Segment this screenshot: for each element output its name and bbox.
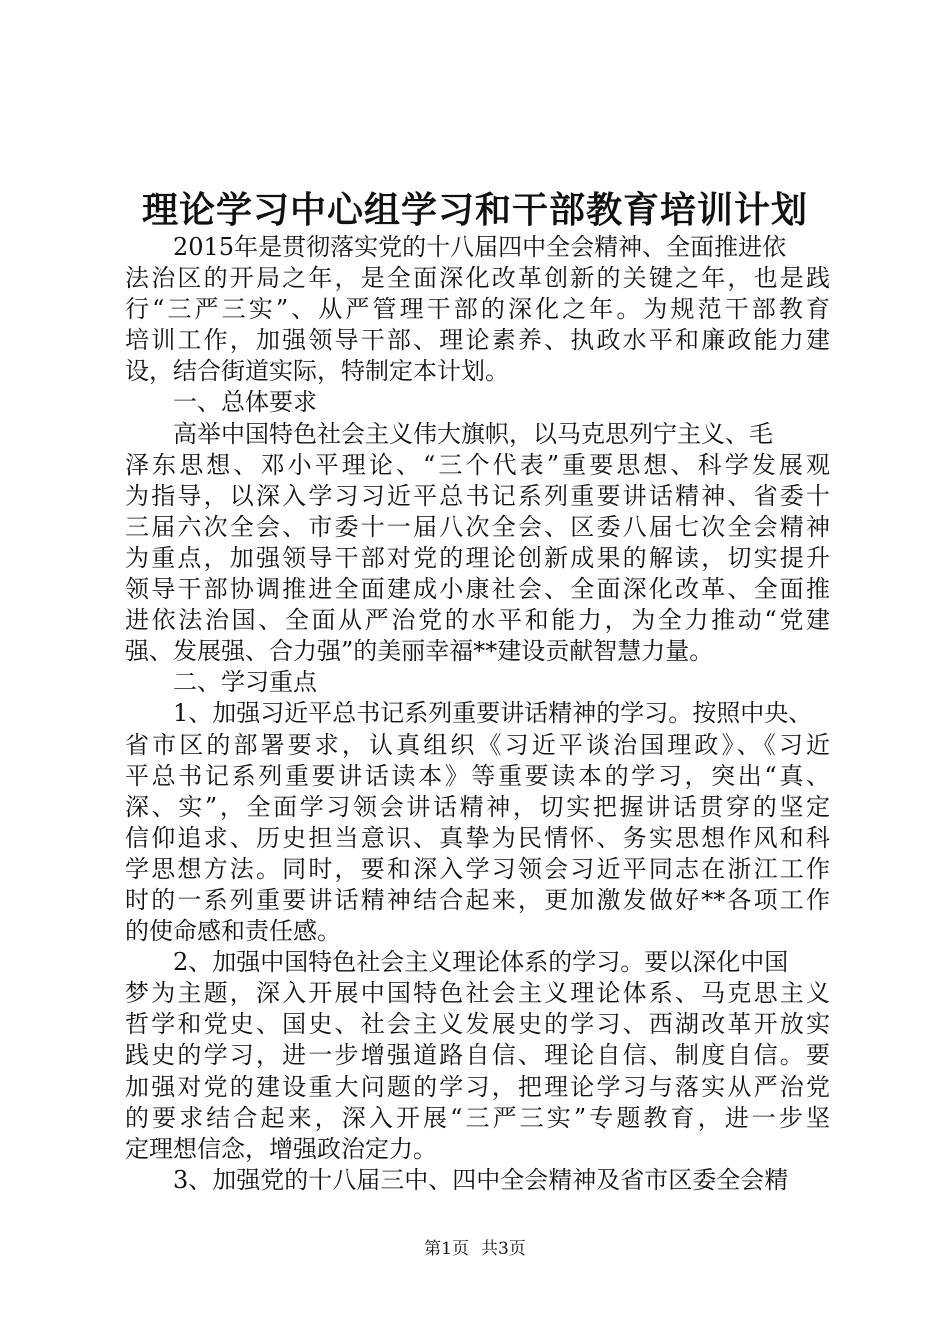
paragraph-line: 加强对党的建设重大问题的学习，把理论学习与落实从严治党 [125,1072,830,1101]
paragraph-line: 为指导，以深入学习习近平总书记系列重要讲话精神、省委十 [125,481,830,510]
paragraph-line: 时的一系列重要讲话精神结合起来，更加激发做好**各项工作 [125,885,830,914]
paragraph-line: 深、实”，全面学习领会讲话精神，切实把握讲话贯穿的坚定 [125,792,830,821]
paragraph-line: 领导干部协调推进全面建成小康社会、全面深化改革、全面推 [125,575,830,604]
section-heading: 二、学习重点 [173,668,317,697]
paragraph-line: 信仰追求、历史担当意识、真挚为民情怀、务实思想作风和科 [125,823,830,852]
paragraph-line: 定理想信念，增强政治定力。 [125,1134,437,1163]
page-total: 共3页 [481,1239,526,1259]
paragraph-line: 2015年是贯彻落实党的十八届四中全会精神、全面推进依 [173,233,787,261]
paragraph-line: 培训工作，加强领导干部、理论素养、执政水平和廉政能力建 [125,326,830,355]
paragraph-line: 省市区的部署要求，认真组织《习近平谈治国理政》、《习近 [125,730,830,759]
paragraph-line: 进依法治国、全面从严治党的水平和能力，为全力推动“党建 [125,606,830,635]
paragraph-line: 行“三严三实”、从严管理干部的深化之年。为规范干部教育 [125,295,830,324]
paragraph-line: 哲学和党史、国史、社会主义发展史的学习、西湖改革开放实 [125,1010,830,1039]
paragraph-line: 学思想方法。同时，要和深入学习领会习近平同志在浙江工作 [125,854,830,883]
paragraph-line: 3、加强党的十八届三中、四中全会精神及省市区委全会精 [173,1165,789,1194]
paragraph-line: 三届六次全会、市委十一届八次全会、区委八届七次全会精神 [125,512,830,541]
paragraph-line: 法治区的开局之年，是全面深化改革创新的关键之年，也是践 [125,264,830,293]
paragraph-line: 泽东思想、邓小平理论、“三个代表”重要思想、科学发展观 [125,450,830,479]
document-title: 理论学习中心组学习和干部教育培训计划 [141,189,808,231]
paragraph-line: 的要求结合起来，深入开展“三严三实”专题教育，进一步坚 [125,1103,830,1132]
paragraph-line: 2、加强中国特色社会主义理论体系的学习。要以深化中国 [173,948,789,977]
paragraph-line: 1、加强习近平总书记系列重要讲话精神的学习。按照中央、 [173,699,813,728]
paragraph-line: 设，结合街道实际，特制定本计划。 [125,357,509,386]
page-footer [0,1238,950,1260]
document-body [125,232,830,1196]
paragraph-line: 为重点，加强领导干部对党的理论创新成果的解读，切实提升 [125,543,830,572]
paragraph-line: 的使命感和责任感。 [125,917,341,946]
paragraph-line: 践史的学习，进一步增强道路自信、理论自信、制度自信。要 [125,1041,830,1070]
paragraph-line: 高举中国特色社会主义伟大旗帜，以马克思列宁主义、毛 [173,419,773,448]
section-heading: 一、总体要求 [173,388,317,417]
paragraph-line: 强、发展强、合力强”的美丽幸福**建设贡献智慧力量。 [125,637,714,666]
page-number: 第1页 [424,1239,469,1259]
paragraph-line: 梦为主题，深入开展中国特色社会主义理论体系、马克思主义 [125,979,830,1008]
paragraph-line: 平总书记系列重要讲话读本》等重要读本的学习，突出“真、 [125,761,830,790]
